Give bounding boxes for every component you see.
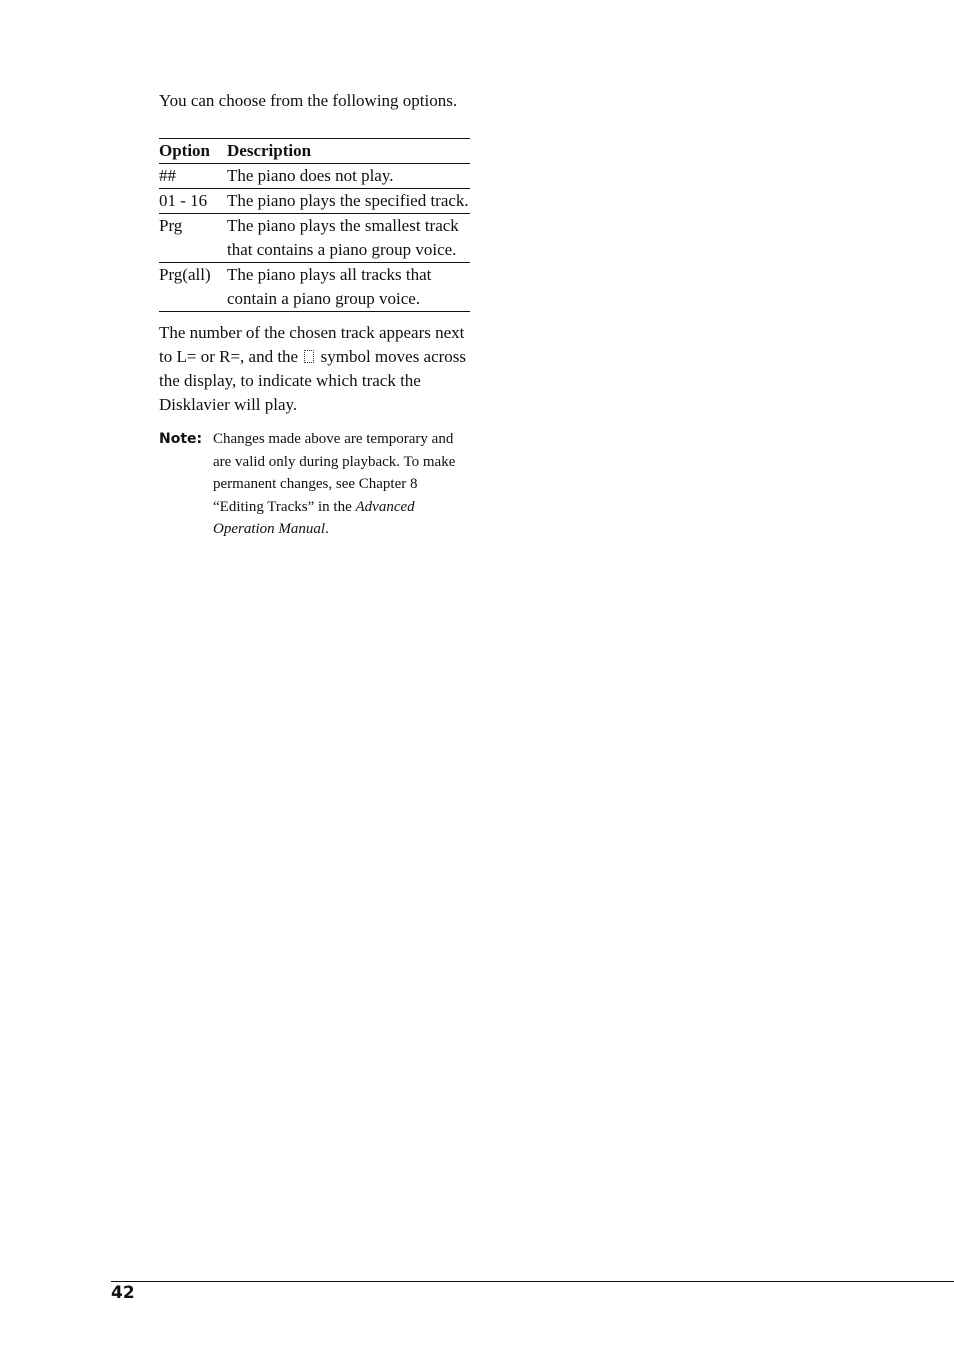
description-cell: The piano plays the smallest track that contains a piano group voice.: [227, 214, 470, 263]
options-table: [159, 138, 470, 312]
description-cell: The piano plays the specified track.: [227, 189, 470, 214]
description-cell: The piano does not play.: [227, 164, 470, 189]
paragraph-text-before: The number of the chosen track appears next to L= or R=, and the: [159, 323, 465, 366]
page-content: [159, 89, 471, 541]
header-description: Description: [227, 139, 470, 164]
table-row: [159, 214, 470, 263]
table-row: [159, 164, 470, 189]
note-text: [213, 428, 471, 541]
note-block: [159, 428, 471, 541]
footer-rule: [111, 1281, 954, 1282]
description-cell: The piano plays all tracks that contain a piano group voice.: [227, 263, 470, 312]
option-cell: Prg: [159, 214, 227, 263]
intro-text: You can choose from the following options.: [159, 91, 458, 110]
header-option: Option: [159, 139, 227, 164]
table-row: [159, 263, 470, 312]
option-cell: ##: [159, 164, 227, 189]
paragraph-text-after: symbol moves across the display, to indicate which track the Disklavier will play.: [159, 347, 467, 414]
note-body: Changes made above are temporary and are valid only during playback. To make permanent changes, see Chapter 8 “Editing Tracks” in the: [213, 431, 456, 515]
option-cell: 01 - 16: [159, 189, 227, 214]
option-cell: Prg(all): [159, 263, 227, 312]
dotted-block-symbol-icon: [304, 350, 314, 363]
manual-title: Advanced Operation Manual: [213, 498, 415, 538]
table-header-row: [159, 139, 470, 164]
track-display-paragraph: [159, 321, 471, 417]
note-label: Note:: [159, 431, 203, 447]
note-end: .: [325, 521, 329, 538]
table-row: [159, 189, 470, 214]
page-number: 42: [111, 1283, 135, 1303]
